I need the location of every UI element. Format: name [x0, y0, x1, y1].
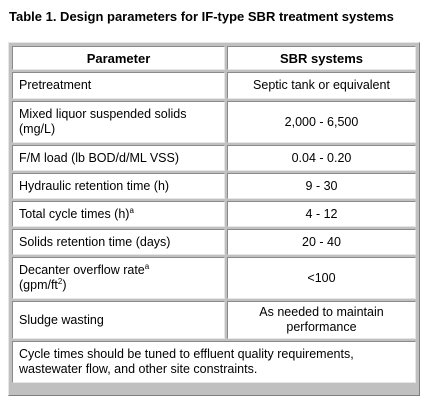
value-cell: As needed to maintain performance	[227, 301, 416, 339]
value-cell: 9 - 30	[227, 173, 416, 199]
parameter-text: Solids retention time (days)	[19, 234, 171, 249]
table-row	[12, 201, 416, 227]
value-cell: Septic tank or equivalent	[227, 72, 416, 99]
parameter-cell	[12, 229, 225, 255]
value-cell: 2,000 - 6,500	[227, 101, 416, 143]
value-cell: 4 - 12	[227, 201, 416, 227]
parameter-text: Decanter overflow rate	[19, 263, 145, 277]
design-parameters-table-frame	[8, 42, 420, 396]
table-row	[12, 229, 416, 255]
table-row	[12, 301, 416, 339]
parameter-text: Sludge wasting	[19, 312, 104, 327]
footnote-marker: a	[129, 205, 134, 215]
parameter-cell	[12, 145, 225, 171]
parameter-cell	[12, 101, 225, 143]
parameter-cell	[12, 201, 225, 227]
table-title: Table 1. Design parameters for IF-type SBR treatment systems	[9, 9, 394, 24]
header-row	[12, 46, 416, 70]
parameter-text: Total cycle times (h)	[19, 206, 130, 221]
parameter-text: Hydraulic retention time (h)	[19, 178, 170, 193]
sbr-systems-header: SBR systems	[227, 46, 416, 70]
footnote-row	[12, 341, 416, 383]
table-row	[12, 72, 416, 99]
parameter-cell	[12, 301, 225, 339]
value-cell: 0.04 - 0.20	[227, 145, 416, 171]
table-row	[12, 173, 416, 199]
parameter-cell	[12, 257, 225, 299]
value-cell: 20 - 40	[227, 229, 416, 255]
parameter-unit: (gpm/ft	[19, 278, 58, 292]
table-row	[12, 101, 416, 143]
design-parameters-table	[10, 44, 418, 385]
parameter-cell	[12, 72, 225, 99]
parameter-text: Mixed liquor suspended solids (mg/L)	[19, 107, 187, 136]
value-cell: <100	[227, 257, 416, 299]
table-row	[12, 257, 416, 299]
footnote-cell: Cycle times should be tuned to effluent quality requirements, wastewater flow, and other site constraints.	[12, 341, 416, 383]
parameter-text: Pretreatment	[19, 78, 92, 92]
parameter-header: Parameter	[12, 46, 225, 70]
footnote-marker: a	[144, 261, 150, 271]
parameter-text: F/M load (lb BOD/d/ML VSS)	[19, 150, 179, 165]
unit-exponent: 2	[57, 276, 63, 286]
parameter-cell	[12, 173, 225, 199]
parameter-unit-close: )	[62, 278, 67, 292]
table-row	[12, 145, 416, 171]
